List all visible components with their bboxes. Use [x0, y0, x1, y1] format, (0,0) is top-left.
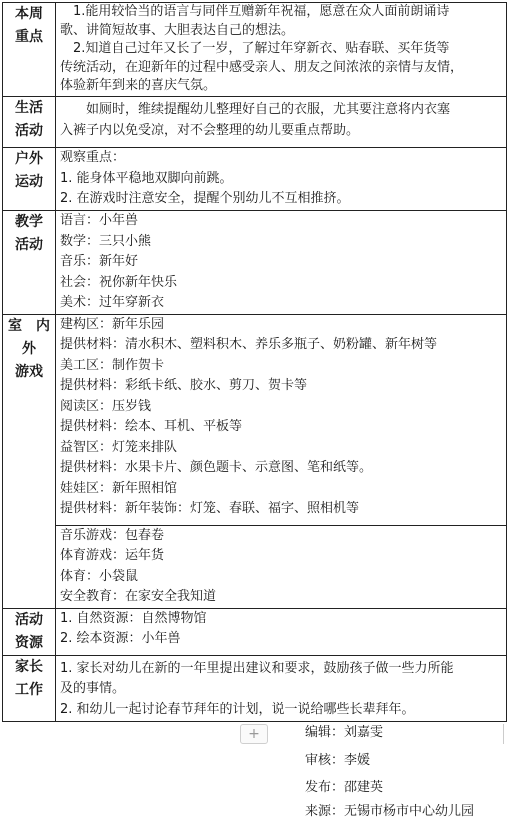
- credit-reviewer: 审核：李媛: [305, 753, 371, 768]
- indoor-line: 益智区：灯笼来排队: [60, 439, 178, 455]
- teaching-line: 语言：小年兽: [60, 213, 139, 228]
- label-line: 室 内: [8, 317, 50, 334]
- teaching-line: 美术：过年穿新衣: [60, 295, 165, 310]
- edge-divider: [503, 724, 510, 744]
- label-games: [3, 314, 56, 608]
- parent-line: 及的事情。: [60, 681, 126, 696]
- row-activity-resources: [3, 608, 507, 655]
- focus-line: 1.能用较恰当的语言与同伴互赠新年祝福，愿意在众人面前朗诵诗: [73, 4, 450, 19]
- label-weekly-focus: [3, 3, 56, 97]
- label-line: 活动: [15, 123, 43, 139]
- outdoor-game-line: 体育：小袋鼠: [60, 568, 139, 584]
- label-parent-work: [3, 655, 56, 721]
- label-line: 运动: [15, 174, 43, 190]
- row-weekly-focus: [3, 3, 507, 97]
- resource-line: 2. 绘本资源：小年兽: [60, 631, 181, 646]
- indoor-line: 提供材料：水果卡片、颜色题卡、示意图、笔和纸等。: [60, 460, 373, 475]
- outdoor-game-line: 音乐游戏：包春卷: [60, 527, 165, 543]
- credit-publisher: 发布：邵建英: [305, 780, 384, 795]
- indoor-line: 提供材料：清水积木、塑料积木、养乐多瓶子、奶粉罐、新年树等: [60, 337, 438, 352]
- indoor-line: 娃娃区：新年照相馆: [60, 480, 178, 496]
- indoor-line: 美工区：制作贺卡: [60, 357, 165, 373]
- parent-line: 1. 家长对幼儿在新的一年里提出建议和要求，鼓励孩子做一些力所能: [60, 660, 454, 676]
- focus-line: 体验新年到来的喜庆气氛。: [60, 78, 217, 93]
- label-line: 教学: [15, 214, 43, 230]
- cell-life-activities: [56, 97, 507, 148]
- label-activity-resources: [3, 608, 56, 655]
- cell-activity-resources: [56, 608, 507, 655]
- label-line: 资源: [15, 634, 43, 651]
- label-line: 游戏: [15, 363, 43, 380]
- life-line: 入裤子内以免受凉，对不会整理的幼儿要重点帮助。: [60, 122, 360, 138]
- cell-parent-work: [56, 655, 507, 721]
- label-line: 本周: [15, 6, 43, 22]
- focus-line: 歌、讲简短故事、大胆表达自己的想法。: [60, 22, 295, 38]
- label-line: 生活: [15, 100, 43, 116]
- parent-line: 2. 和幼儿一起讨论春节拜年的计划，说一说给哪些长辈拜年。: [60, 701, 415, 717]
- row-parent-work: [3, 655, 507, 721]
- row-outdoor-exercise: [3, 148, 507, 211]
- weekly-plan-table: [2, 2, 507, 722]
- label-line: 外: [22, 340, 36, 357]
- cell-teaching-activities: [56, 211, 507, 315]
- indoor-line: 建构区：新年乐园: [60, 316, 165, 332]
- indoor-line: 提供材料：彩纸卡纸、胶水、剪刀、贺卡等: [60, 378, 308, 393]
- label-line: 重点: [15, 29, 43, 45]
- cell-weekly-focus: [56, 3, 507, 97]
- row-teaching-activities: [3, 211, 507, 315]
- label-line: 家长: [15, 658, 43, 675]
- resource-line: 1. 自然资源：自然博物馆: [60, 610, 207, 626]
- row-life-activities: [3, 97, 507, 148]
- cell-outdoor-exercise: [56, 148, 507, 211]
- outdoor-line: 观察重点：: [60, 150, 126, 165]
- outdoor-games: [56, 525, 506, 608]
- outdoor-line: 2. 在游戏时注意安全，提醒个别幼儿不互相推挤。: [60, 191, 350, 206]
- teaching-line: 数学：三只小熊: [60, 233, 152, 249]
- label-line: 户外: [15, 151, 43, 167]
- credit-editor: 编辑：刘嘉雯: [305, 725, 384, 740]
- teaching-line: 社会：祝你新年快乐: [60, 274, 178, 290]
- label-line: 活动: [15, 237, 43, 253]
- label-life-activities: [3, 97, 56, 148]
- indoor-line: 提供材料：新年装饰：灯笼、春联、福字、照相机等: [60, 501, 360, 516]
- outdoor-game-line: 体育游戏：运年货: [60, 548, 165, 563]
- indoor-line: 阅读区：压岁钱: [60, 398, 152, 414]
- indoor-games: [56, 315, 506, 525]
- focus-line: 2.知道自己过年又长了一岁，了解过年穿新衣、贴春联、买年货等: [73, 41, 450, 56]
- label-teaching-activities: [3, 211, 56, 315]
- outdoor-line: 1. 能身体平稳地双脚向前跳。: [60, 170, 233, 186]
- life-line: 如厕时，维续提醒幼儿整理好自己的衣服，尤其要注意将内衣塞: [86, 102, 451, 117]
- row-games: [3, 314, 507, 608]
- label-line: 工作: [15, 681, 43, 698]
- outdoor-game-line: 安全教育：在家安全我知道: [60, 589, 217, 604]
- label-line: 活动: [15, 611, 43, 628]
- add-block-button[interactable]: +: [240, 724, 268, 744]
- credit-source: 来源：无锡市杨市中心幼儿园: [305, 804, 475, 819]
- cell-games: [56, 314, 507, 608]
- focus-line: 传统活动，在迎新年的过程中感受亲人、朋友之间浓浓的亲情与友情，: [60, 59, 464, 75]
- label-outdoor-exercise: [3, 148, 56, 211]
- teaching-line: 音乐：新年好: [60, 254, 139, 269]
- indoor-line: 提供材料：绘本、耳机、平板等: [60, 419, 243, 434]
